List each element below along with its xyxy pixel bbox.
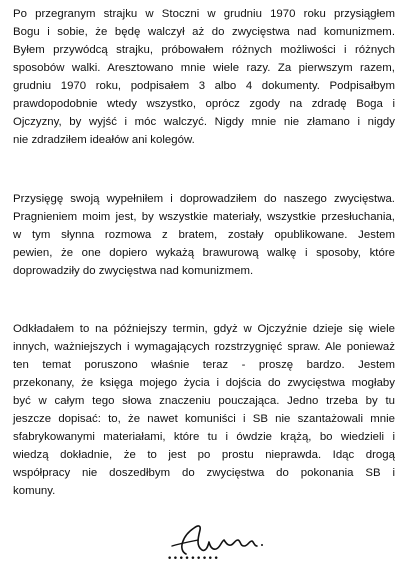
text-line: wiedzą dokładnie, że to jest po prostu nieprawda. Idąc drogą [13,449,395,461]
text-line: jeszcze dopisać: to, że nawet komuniści i SB nie szantażowali mnie [13,413,395,425]
paragraph-3 [13,320,395,500]
text-line: ten temat poruszono właśnie teraz - proszę bardzo. Jestem [13,359,395,371]
text-line: innych, ważniejszych i wymagających rozstrzygnięć spraw. Ale ponieważ [13,341,395,353]
text-line: pewien, że one dopiero wykażą brawurową walkę i sposoby, które [13,247,395,259]
text-line: sposobów walki. Aresztowano mnie wiele razy. Za pierwszym razem, [13,62,395,74]
text-line: Przysięgę swoją wypełniłem i doprowadziłem do naszego zwycięstwa. [13,193,395,205]
text-line: być w całym tego słowa znaczeniu pouczająca. Jedno trzeba by tu [13,395,395,407]
text-line: doprowadziły do zwycięstwa nad komunizmem. [13,265,254,277]
text-line: Po przegranym strajku w Stoczni w grudniu 1970 roku przysiągłem [13,8,395,20]
text-line: Ojczyzny, by wyjść i móc walczyć. Nigdy mnie nie złamano i nigdy [13,116,395,128]
text-line: przekonany, że księga mojego życia i dojścia do zwycięstwa mogłaby [13,377,395,389]
text-line: Byłem przywódcą strajku, próbowałem różnych możliwości i różnych [13,44,395,56]
text-line: w tym słynna rozmowa z bratem, zostały opublikowane. Jestem [13,229,395,241]
text-line: komuny. [13,485,56,497]
text-line: prawdopodobnie wtedy wszystko, oprócz zgody na zdradę Boga i [13,98,395,110]
paragraph-2 [13,190,395,280]
text-line: Odkładałem to na późniejszy termin, gdyż w Ojczyźnie dzieje się wiele [13,323,395,335]
text-line: grudniu 1970 roku, podpisałem 3 albo 4 dokumenty. Podpisałbym [13,80,395,92]
text-line: Bogu i sobie, że będę walczył aż do zwycięstwa nad komunizmem. [13,26,395,38]
paragraph-1 [13,5,395,149]
text-line: sfabrykowanymi materiałami, które tu i ówdzie krążą, bo wiedzieli i [13,431,395,443]
text-line: Pragnieniem moim jest, by wszystkie materiały, wszystkie przesłuchania, [13,211,395,223]
text-line: nie zdradziłem ideałów ani kolegów. [13,134,195,146]
signature-dots: ••••••••• [167,554,220,564]
text-line: współpracy nie doszedłbym do zwycięstwa do pokonania SB i [13,467,395,479]
